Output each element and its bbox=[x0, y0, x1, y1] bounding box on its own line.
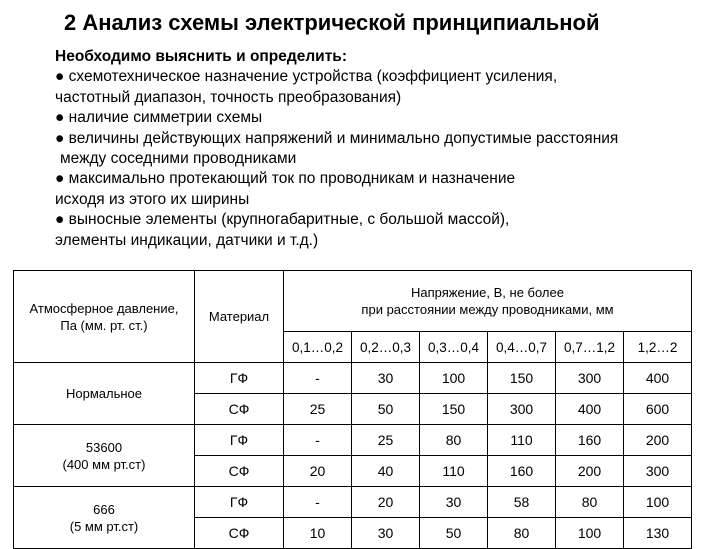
value-cell: 50 bbox=[352, 394, 420, 425]
value-cell: 30 bbox=[420, 487, 488, 518]
range-header: 0,3…0,4 bbox=[420, 332, 488, 363]
value-cell: 160 bbox=[488, 456, 556, 487]
value-cell: - bbox=[284, 425, 352, 456]
value-cell: 150 bbox=[420, 394, 488, 425]
value-cell: - bbox=[284, 487, 352, 518]
page-title: 2 Анализ схемы электрической принципиальной bbox=[64, 10, 600, 35]
condition-line: 53600 bbox=[85, 439, 123, 455]
requirement-line: элементы индикации, датчики и т.д.) bbox=[55, 231, 319, 249]
table-row bbox=[14, 487, 692, 518]
value-cell: 200 bbox=[556, 456, 624, 487]
value-cell: 80 bbox=[488, 518, 556, 549]
material-cell: ГФ bbox=[195, 425, 284, 456]
table-row bbox=[14, 363, 692, 394]
requirements-heading: Необходимо выяснить и определить: bbox=[55, 48, 347, 65]
range-header: 0,4…0,7 bbox=[488, 332, 556, 363]
condition-cell bbox=[14, 425, 195, 487]
value-cell: 300 bbox=[488, 394, 556, 425]
condition-line: (400 мм рт.ст) bbox=[62, 456, 146, 472]
value-cell: 25 bbox=[284, 394, 352, 425]
range-header: 0,7…1,2 bbox=[556, 332, 624, 363]
header-material: Материал bbox=[195, 271, 284, 363]
requirement-line: исходя из этого их ширины bbox=[55, 190, 250, 208]
value-cell: 50 bbox=[420, 518, 488, 549]
header-voltage-line: Напряжение, В, не более bbox=[411, 285, 564, 300]
value-cell: 600 bbox=[624, 394, 692, 425]
requirement-line: ● величины действующих напряжений и минимально допустимые расстояния bbox=[55, 129, 619, 147]
header-pressure-line: Атмосферное давление, bbox=[29, 300, 179, 316]
header-voltage bbox=[284, 271, 692, 332]
value-cell: 110 bbox=[488, 425, 556, 456]
value-cell: 25 bbox=[352, 425, 420, 456]
requirement-line: частотный диапазон, точность преобразования) bbox=[55, 88, 402, 106]
condition-line: (5 мм рт.ст) bbox=[69, 518, 139, 534]
condition-line: 666 bbox=[93, 501, 115, 517]
value-cell: 30 bbox=[352, 518, 420, 549]
voltage-table-wrapper bbox=[13, 270, 692, 549]
value-cell: 110 bbox=[420, 456, 488, 487]
condition-cell bbox=[14, 487, 195, 549]
value-cell: 160 bbox=[556, 425, 624, 456]
requirement-line: ● наличие симметрии схемы bbox=[55, 109, 263, 127]
table-row bbox=[14, 425, 692, 456]
requirements-text bbox=[55, 47, 720, 251]
material-cell: ГФ bbox=[195, 487, 284, 518]
value-cell: 30 bbox=[352, 363, 420, 394]
value-cell: 100 bbox=[624, 487, 692, 518]
condition-line: Нормальное bbox=[65, 386, 142, 401]
value-cell: - bbox=[284, 363, 352, 394]
value-cell: 10 bbox=[284, 518, 352, 549]
material-cell: СФ bbox=[195, 518, 284, 549]
requirement-line: ● максимально протекающий ток по проводникам и назначение bbox=[55, 170, 516, 188]
range-header: 1,2…2 bbox=[624, 332, 692, 363]
value-cell: 58 bbox=[488, 487, 556, 518]
requirement-line: ● схемотехническое назначение устройства (коэффициент усиления, bbox=[55, 68, 558, 86]
range-header: 0,2…0,3 bbox=[352, 332, 420, 363]
value-cell: 100 bbox=[556, 518, 624, 549]
value-cell: 400 bbox=[624, 363, 692, 394]
header-pressure bbox=[14, 271, 195, 363]
condition-cell bbox=[14, 363, 195, 425]
value-cell: 300 bbox=[624, 456, 692, 487]
voltage-table bbox=[13, 270, 692, 549]
value-cell: 100 bbox=[420, 363, 488, 394]
value-cell: 40 bbox=[352, 456, 420, 487]
range-header: 0,1…0,2 bbox=[284, 332, 352, 363]
value-cell: 300 bbox=[556, 363, 624, 394]
value-cell: 20 bbox=[284, 456, 352, 487]
material-cell: ГФ bbox=[195, 363, 284, 394]
value-cell: 400 bbox=[556, 394, 624, 425]
value-cell: 80 bbox=[556, 487, 624, 518]
value-cell: 80 bbox=[420, 425, 488, 456]
header-voltage-line: при расстоянии между проводниками, мм bbox=[361, 302, 614, 317]
value-cell: 200 bbox=[624, 425, 692, 456]
requirement-line: между соседними проводниками bbox=[60, 150, 297, 168]
value-cell: 130 bbox=[624, 518, 692, 549]
requirement-line: ● выносные элементы (крупногабаритные, с большой массой), bbox=[55, 211, 510, 229]
value-cell: 20 bbox=[352, 487, 420, 518]
material-cell: СФ bbox=[195, 394, 284, 425]
material-cell: СФ bbox=[195, 456, 284, 487]
value-cell: 150 bbox=[488, 363, 556, 394]
header-pressure-line: Па (мм. рт. ст.) bbox=[60, 317, 148, 333]
